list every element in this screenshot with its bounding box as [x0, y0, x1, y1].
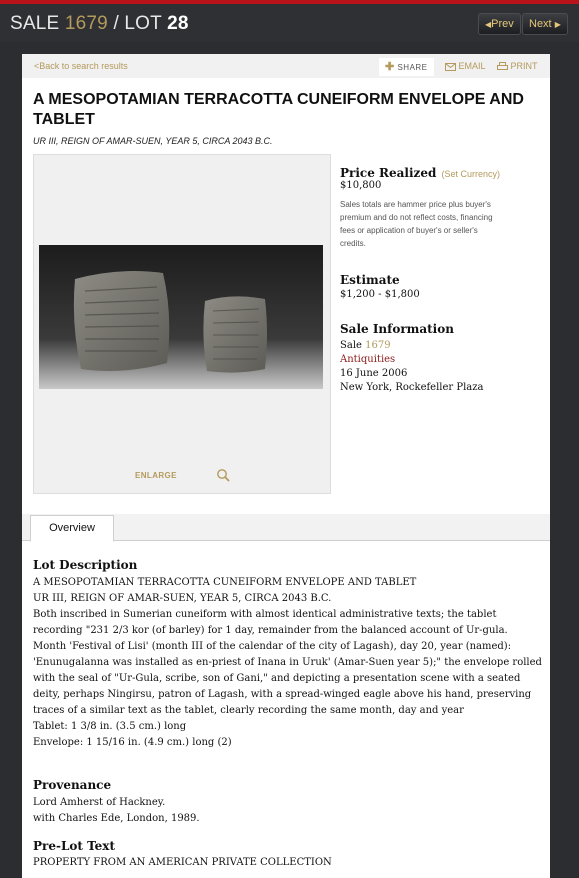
sale-number: 1679 [64, 13, 108, 34]
sale-number-link[interactable]: 1679 [365, 340, 391, 351]
price-value: $10,800 [340, 180, 382, 191]
chevron-left-icon: ◀ [485, 20, 492, 29]
department-link[interactable]: Antiquities [340, 354, 396, 365]
sale-info-sale [340, 340, 391, 351]
description-line: Both inscribed in Sumerian cuneiform with almost identical administrative texts; the tablet recording "231 2/3 kor (of barley) for 1 day, remainder from the balanced account of Ur-gula. Month 'Festival of Lisi' (month III of the calendar of the city of Lagash), day 20, year (named): 'Enunugalanna was installed as en-priest of Inana in Uruk' (Amar-Suen year 5);" the envelope rolled with the seal of "Ur-Gula, scribe, son of Gani," and depicting a presentation scene with a seated deity, perhaps Ningirsu, patron of Lagash, with a spread-winged eagle above his hand, preserving traces of a similar text as the tablet, clearly recording the same month, day and year [33, 609, 542, 716]
set-currency-link[interactable]: (Set Currency) [441, 169, 500, 179]
tab-overview[interactable]: Overview [30, 515, 114, 542]
lot-image-box [33, 154, 331, 494]
description-line: UR III, REIGN OF AMAR-SUEN, YEAR 5, CIRCA 2043 B.C. [33, 593, 332, 604]
lot-number: 28 [167, 13, 189, 34]
print-label: PRINT [510, 61, 538, 71]
lot-header [0, 4, 579, 42]
provenance-line: Lord Amherst of Hackney. [33, 797, 166, 808]
sale-info-prefix: Sale [340, 340, 362, 351]
provenance-heading: Provenance [33, 778, 112, 792]
plus-icon: ✚ [385, 61, 395, 73]
chevron-right-icon: ▶ [554, 20, 561, 29]
enlarge-link[interactable]: ENLARGE [135, 471, 177, 480]
description-line: Envelope: 1 15/16 in. (4.9 cm.) long (2) [33, 737, 232, 748]
next-lot-button[interactable] [522, 13, 568, 35]
lot-prefix: LOT [124, 13, 162, 34]
lot-subtitle: UR III, REIGN OF AMAR-SUEN, YEAR 5, CIRCA 2043 B.C. [33, 136, 273, 146]
price-realized-section [340, 162, 500, 181]
lot-photo[interactable] [39, 245, 323, 389]
share-label: SHARE [397, 63, 428, 72]
price-heading: Price Realized [340, 166, 437, 180]
next-label: Next [529, 18, 552, 30]
provenance-body [33, 795, 543, 827]
envelope-icon [445, 63, 456, 71]
sale-date: 16 June 2006 [340, 368, 408, 379]
lot-detail-panel [22, 54, 550, 878]
sale-lot-title [10, 13, 189, 35]
prev-label: Prev [491, 18, 514, 30]
email-label: EMAIL [458, 61, 486, 71]
magnify-icon[interactable] [216, 468, 230, 482]
lot-toolbar [22, 54, 550, 78]
tab-bar [22, 514, 550, 541]
price-note: Sales totals are hammer price plus buyer's premium and do not reflect costs, financing fees or application of buyer's or seller's credits. [340, 200, 493, 248]
estimate-heading: Estimate [340, 273, 400, 287]
lot-description-body [33, 575, 543, 751]
back-to-search-link[interactable]: <Back to search results [34, 61, 128, 71]
sale-location: New York, Rockefeller Plaza [340, 382, 484, 393]
lot-title: A MESOPOTAMIAN TERRACOTTA CUNEIFORM ENVELOPE AND TABLET [33, 91, 524, 128]
pre-lot-text: PROPERTY FROM AN AMERICAN PRIVATE COLLECTION [33, 857, 332, 868]
print-link[interactable] [497, 61, 538, 71]
email-link[interactable] [445, 61, 486, 71]
separator: / [113, 13, 119, 34]
lot-description-heading: Lot Description [33, 558, 138, 572]
description-line: Tablet: 1 3/8 in. (3.5 cm.) long [33, 721, 187, 732]
sale-prefix: SALE [10, 13, 60, 34]
prev-lot-button[interactable] [478, 13, 521, 35]
provenance-line: with Charles Ede, London, 1989. [33, 813, 200, 824]
estimate-value: $1,200 - $1,800 [340, 289, 420, 300]
pre-lot-heading: Pre-Lot Text [33, 839, 116, 853]
sale-info-heading: Sale Information [340, 322, 454, 336]
description-line: A MESOPOTAMIAN TERRACOTTA CUNEIFORM ENVELOPE AND TABLET [33, 577, 417, 588]
printer-icon [497, 62, 508, 71]
share-button[interactable] [379, 58, 434, 76]
